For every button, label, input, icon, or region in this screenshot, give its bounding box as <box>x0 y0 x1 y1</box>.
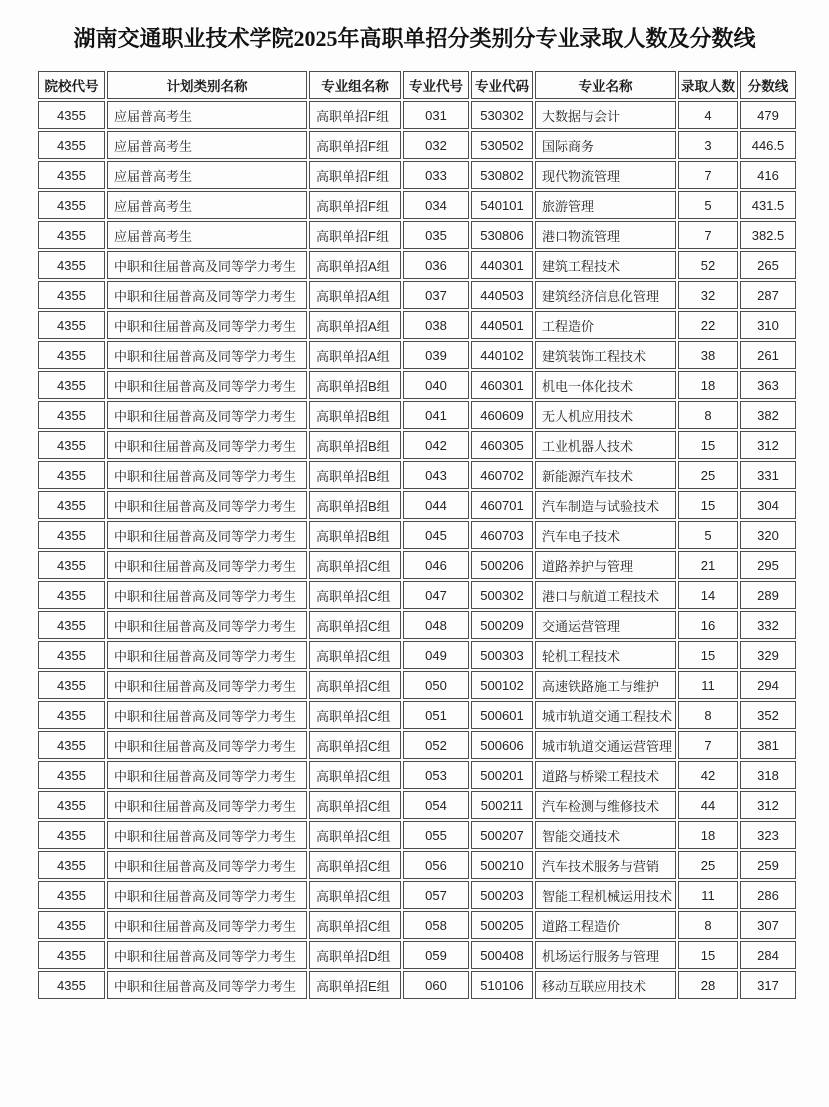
table-cell: 建筑经济信息化管理 <box>535 281 676 309</box>
table-cell: 046 <box>403 551 469 579</box>
table-cell: 460301 <box>471 371 533 399</box>
table-cell: 11 <box>678 671 738 699</box>
table-cell: 14 <box>678 581 738 609</box>
table-cell: 中职和往届普高及同等学力考生 <box>107 971 307 999</box>
table-row <box>38 461 796 489</box>
table-cell: 现代物流管理 <box>535 161 676 189</box>
table-cell: 053 <box>403 761 469 789</box>
table-cell: 038 <box>403 311 469 339</box>
table-cell: 无人机应用技术 <box>535 401 676 429</box>
table-cell: 中职和往届普高及同等学力考生 <box>107 671 307 699</box>
table-cell: 530302 <box>471 101 533 129</box>
table-cell: 港口物流管理 <box>535 221 676 249</box>
table-cell: 工程造价 <box>535 311 676 339</box>
column-header: 计划类别名称 <box>107 71 307 99</box>
table-cell: 460305 <box>471 431 533 459</box>
table-cell: 应届普高考生 <box>107 101 307 129</box>
table-cell: 4355 <box>38 551 105 579</box>
table-row <box>38 941 796 969</box>
column-header: 专业组名称 <box>309 71 401 99</box>
table-cell: 332 <box>740 611 796 639</box>
table-cell: 旅游管理 <box>535 191 676 219</box>
table-cell: 高职单招C组 <box>309 671 401 699</box>
table-cell: 中职和往届普高及同等学力考生 <box>107 731 307 759</box>
table-cell: 15 <box>678 641 738 669</box>
table-cell: 033 <box>403 161 469 189</box>
table-cell: 18 <box>678 821 738 849</box>
table-cell: 中职和往届普高及同等学力考生 <box>107 941 307 969</box>
table-cell: 高职单招B组 <box>309 401 401 429</box>
table-row <box>38 341 796 369</box>
table-cell: 15 <box>678 431 738 459</box>
table-cell: 041 <box>403 401 469 429</box>
table-cell: 7 <box>678 161 738 189</box>
table-cell: 460703 <box>471 521 533 549</box>
table-cell: 高职单招D组 <box>309 941 401 969</box>
table-cell: 058 <box>403 911 469 939</box>
table-row <box>38 761 796 789</box>
table-cell: 高职单招C组 <box>309 881 401 909</box>
table-cell: 应届普高考生 <box>107 221 307 249</box>
table-cell: 331 <box>740 461 796 489</box>
table-cell: 智能交通技术 <box>535 821 676 849</box>
table-cell: 道路工程造价 <box>535 911 676 939</box>
table-row <box>38 701 796 729</box>
table-cell: 高职单招C组 <box>309 821 401 849</box>
table-header <box>38 71 796 99</box>
table-row <box>38 971 796 999</box>
table-cell: 汽车电子技术 <box>535 521 676 549</box>
table-cell: 高职单招C组 <box>309 551 401 579</box>
table-cell: 4355 <box>38 881 105 909</box>
table-cell: 320 <box>740 521 796 549</box>
table-cell: 18 <box>678 371 738 399</box>
table-cell: 440503 <box>471 281 533 309</box>
table-cell: 032 <box>403 131 469 159</box>
table-cell: 286 <box>740 881 796 909</box>
table-cell: 500408 <box>471 941 533 969</box>
table-cell: 高职单招F组 <box>309 161 401 189</box>
table-row <box>38 581 796 609</box>
table-row <box>38 491 796 519</box>
table-cell: 287 <box>740 281 796 309</box>
table-cell: 高职单招A组 <box>309 251 401 279</box>
table-cell: 8 <box>678 701 738 729</box>
table-cell: 060 <box>403 971 469 999</box>
table-row <box>38 611 796 639</box>
table-cell: 460702 <box>471 461 533 489</box>
table-cell: 382 <box>740 401 796 429</box>
table-cell: 4355 <box>38 191 105 219</box>
table-cell: 22 <box>678 311 738 339</box>
table-cell: 261 <box>740 341 796 369</box>
table-cell: 446.5 <box>740 131 796 159</box>
table-cell: 中职和往届普高及同等学力考生 <box>107 641 307 669</box>
table-cell: 500303 <box>471 641 533 669</box>
table-cell: 38 <box>678 341 738 369</box>
table-cell: 294 <box>740 671 796 699</box>
table-cell: 4355 <box>38 851 105 879</box>
table-cell: 500606 <box>471 731 533 759</box>
table-row <box>38 191 796 219</box>
table-cell: 039 <box>403 341 469 369</box>
table-cell: 530502 <box>471 131 533 159</box>
table-cell: 高职单招E组 <box>309 971 401 999</box>
table-cell: 高职单招A组 <box>309 281 401 309</box>
table-cell: 3 <box>678 131 738 159</box>
table-cell: 312 <box>740 431 796 459</box>
table-cell: 港口与航道工程技术 <box>535 581 676 609</box>
table-cell: 15 <box>678 941 738 969</box>
table-cell: 4355 <box>38 491 105 519</box>
table-cell: 汽车制造与试验技术 <box>535 491 676 519</box>
table-cell: 054 <box>403 791 469 819</box>
table-cell: 4355 <box>38 671 105 699</box>
table-cell: 城市轨道交通运营管理 <box>535 731 676 759</box>
table-cell: 高职单招A组 <box>309 311 401 339</box>
table-cell: 高职单招A组 <box>309 341 401 369</box>
table-cell: 智能工程机械运用技术 <box>535 881 676 909</box>
table-cell: 044 <box>403 491 469 519</box>
table-cell: 284 <box>740 941 796 969</box>
table-cell: 中职和往届普高及同等学力考生 <box>107 401 307 429</box>
table-cell: 高职单招B组 <box>309 371 401 399</box>
table-row <box>38 731 796 759</box>
table-cell: 高职单招C组 <box>309 851 401 879</box>
column-header: 专业代号 <box>403 71 469 99</box>
table-cell: 移动互联应用技术 <box>535 971 676 999</box>
table-cell: 4355 <box>38 341 105 369</box>
table-cell: 4355 <box>38 641 105 669</box>
table-cell: 500211 <box>471 791 533 819</box>
table-cell: 416 <box>740 161 796 189</box>
table-cell: 295 <box>740 551 796 579</box>
table-row <box>38 251 796 279</box>
table-cell: 057 <box>403 881 469 909</box>
table-cell: 056 <box>403 851 469 879</box>
table-cell: 高职单招C组 <box>309 611 401 639</box>
table-cell: 国际商务 <box>535 131 676 159</box>
table-cell: 045 <box>403 521 469 549</box>
admissions-table <box>36 69 798 1001</box>
table-cell: 363 <box>740 371 796 399</box>
table-cell: 8 <box>678 911 738 939</box>
table-cell: 4355 <box>38 581 105 609</box>
column-header: 院校代号 <box>38 71 105 99</box>
table-cell: 4355 <box>38 221 105 249</box>
table-cell: 城市轨道交通工程技术 <box>535 701 676 729</box>
table-cell: 510106 <box>471 971 533 999</box>
table-cell: 32 <box>678 281 738 309</box>
table-cell: 500209 <box>471 611 533 639</box>
table-cell: 高速铁路施工与维护 <box>535 671 676 699</box>
table-cell: 460609 <box>471 401 533 429</box>
table-cell: 工业机器人技术 <box>535 431 676 459</box>
table-cell: 4355 <box>38 431 105 459</box>
table-cell: 4 <box>678 101 738 129</box>
table-cell: 4355 <box>38 371 105 399</box>
table-cell: 289 <box>740 581 796 609</box>
table-cell: 042 <box>403 431 469 459</box>
table-cell: 431.5 <box>740 191 796 219</box>
table-cell: 中职和往届普高及同等学力考生 <box>107 821 307 849</box>
table-cell: 329 <box>740 641 796 669</box>
table-cell: 479 <box>740 101 796 129</box>
table-cell: 310 <box>740 311 796 339</box>
table-cell: 043 <box>403 461 469 489</box>
table-cell: 高职单招F组 <box>309 221 401 249</box>
table-cell: 048 <box>403 611 469 639</box>
table-cell: 轮机工程技术 <box>535 641 676 669</box>
table-cell: 4355 <box>38 161 105 189</box>
table-cell: 059 <box>403 941 469 969</box>
table-cell: 036 <box>403 251 469 279</box>
table-row <box>38 521 796 549</box>
table-cell: 051 <box>403 701 469 729</box>
table-cell: 中职和往届普高及同等学力考生 <box>107 431 307 459</box>
table-cell: 440102 <box>471 341 533 369</box>
column-header: 分数线 <box>740 71 796 99</box>
table-cell: 4355 <box>38 131 105 159</box>
table-cell: 高职单招F组 <box>309 131 401 159</box>
table-cell: 中职和往届普高及同等学力考生 <box>107 611 307 639</box>
table-cell: 304 <box>740 491 796 519</box>
table-cell: 应届普高考生 <box>107 161 307 189</box>
table-cell: 500302 <box>471 581 533 609</box>
table-cell: 15 <box>678 491 738 519</box>
table-cell: 040 <box>403 371 469 399</box>
table-cell: 259 <box>740 851 796 879</box>
table-cell: 中职和往届普高及同等学力考生 <box>107 281 307 309</box>
table-cell: 4355 <box>38 521 105 549</box>
table-cell: 高职单招C组 <box>309 581 401 609</box>
table-cell: 应届普高考生 <box>107 191 307 219</box>
table-cell: 440301 <box>471 251 533 279</box>
table-cell: 352 <box>740 701 796 729</box>
table-cell: 500601 <box>471 701 533 729</box>
table-cell: 建筑工程技术 <box>535 251 676 279</box>
table-cell: 中职和往届普高及同等学力考生 <box>107 251 307 279</box>
table-cell: 新能源汽车技术 <box>535 461 676 489</box>
table-cell: 高职单招B组 <box>309 491 401 519</box>
table-row <box>38 791 796 819</box>
table-cell: 25 <box>678 851 738 879</box>
table-cell: 7 <box>678 731 738 759</box>
table-cell: 530802 <box>471 161 533 189</box>
table-cell: 28 <box>678 971 738 999</box>
table-row <box>38 401 796 429</box>
table-cell: 交通运营管理 <box>535 611 676 639</box>
table-cell: 5 <box>678 521 738 549</box>
table-cell: 中职和往届普高及同等学力考生 <box>107 761 307 789</box>
table-cell: 500205 <box>471 911 533 939</box>
table-cell: 汽车检测与维修技术 <box>535 791 676 819</box>
table-row <box>38 671 796 699</box>
table-cell: 机场运行服务与管理 <box>535 941 676 969</box>
table-cell: 500203 <box>471 881 533 909</box>
table-cell: 大数据与会计 <box>535 101 676 129</box>
table-row <box>38 851 796 879</box>
table-cell: 052 <box>403 731 469 759</box>
column-header: 专业名称 <box>535 71 676 99</box>
table-cell: 中职和往届普高及同等学力考生 <box>107 491 307 519</box>
column-header: 录取人数 <box>678 71 738 99</box>
table-body <box>38 101 796 999</box>
table-cell: 机电一体化技术 <box>535 371 676 399</box>
table-cell: 中职和往届普高及同等学力考生 <box>107 911 307 939</box>
table-cell: 42 <box>678 761 738 789</box>
table-cell: 8 <box>678 401 738 429</box>
table-row <box>38 281 796 309</box>
page-title: 湖南交通职业技术学院2025年高职单招分类别分专业录取人数及分数线 <box>73 26 756 51</box>
table-cell: 高职单招F组 <box>309 191 401 219</box>
table-cell: 高职单招C组 <box>309 761 401 789</box>
table-cell: 4355 <box>38 971 105 999</box>
table-cell: 中职和往届普高及同等学力考生 <box>107 461 307 489</box>
table-cell: 中职和往届普高及同等学力考生 <box>107 371 307 399</box>
table-row <box>38 881 796 909</box>
table-cell: 4355 <box>38 311 105 339</box>
table-cell: 440501 <box>471 311 533 339</box>
table-cell: 031 <box>403 101 469 129</box>
table-row <box>38 911 796 939</box>
table-cell: 4355 <box>38 761 105 789</box>
table-cell: 高职单招C组 <box>309 701 401 729</box>
table-cell: 307 <box>740 911 796 939</box>
table-cell: 323 <box>740 821 796 849</box>
table-cell: 中职和往届普高及同等学力考生 <box>107 881 307 909</box>
table-cell: 540101 <box>471 191 533 219</box>
table-cell: 037 <box>403 281 469 309</box>
table-cell: 4355 <box>38 941 105 969</box>
table-cell: 5 <box>678 191 738 219</box>
table-cell: 530806 <box>471 221 533 249</box>
table-cell: 中职和往届普高及同等学力考生 <box>107 341 307 369</box>
table-cell: 中职和往届普高及同等学力考生 <box>107 551 307 579</box>
table-cell: 055 <box>403 821 469 849</box>
table-cell: 4355 <box>38 791 105 819</box>
table-cell: 高职单招B组 <box>309 431 401 459</box>
column-header: 专业代码 <box>471 71 533 99</box>
table-row <box>38 431 796 459</box>
table-row <box>38 551 796 579</box>
table-cell: 高职单招B组 <box>309 521 401 549</box>
table-cell: 52 <box>678 251 738 279</box>
table-row <box>38 161 796 189</box>
table-cell: 500206 <box>471 551 533 579</box>
table-cell: 建筑装饰工程技术 <box>535 341 676 369</box>
table-cell: 4355 <box>38 281 105 309</box>
table-cell: 460701 <box>471 491 533 519</box>
table-cell: 500201 <box>471 761 533 789</box>
table-cell: 高职单招C组 <box>309 911 401 939</box>
table-cell: 382.5 <box>740 221 796 249</box>
table-cell: 4355 <box>38 101 105 129</box>
table-cell: 4355 <box>38 401 105 429</box>
table-cell: 4355 <box>38 821 105 849</box>
table-cell: 汽车技术服务与营销 <box>535 851 676 879</box>
table-cell: 中职和往届普高及同等学力考生 <box>107 701 307 729</box>
table-cell: 265 <box>740 251 796 279</box>
table-row <box>38 311 796 339</box>
table-cell: 318 <box>740 761 796 789</box>
table-cell: 中职和往届普高及同等学力考生 <box>107 851 307 879</box>
table-cell: 道路养护与管理 <box>535 551 676 579</box>
table-cell: 4355 <box>38 701 105 729</box>
table-cell: 16 <box>678 611 738 639</box>
table-cell: 21 <box>678 551 738 579</box>
table-cell: 381 <box>740 731 796 759</box>
table-cell: 500210 <box>471 851 533 879</box>
table-cell: 高职单招C组 <box>309 731 401 759</box>
table-cell: 049 <box>403 641 469 669</box>
table-cell: 道路与桥梁工程技术 <box>535 761 676 789</box>
table-cell: 4355 <box>38 611 105 639</box>
table-cell: 高职单招C组 <box>309 641 401 669</box>
table-cell: 高职单招F组 <box>309 101 401 129</box>
table-cell: 中职和往届普高及同等学力考生 <box>107 311 307 339</box>
table-cell: 中职和往届普高及同等学力考生 <box>107 521 307 549</box>
table-cell: 4355 <box>38 251 105 279</box>
table-cell: 035 <box>403 221 469 249</box>
table-row <box>38 641 796 669</box>
table-cell: 047 <box>403 581 469 609</box>
table-cell: 7 <box>678 221 738 249</box>
table-cell: 312 <box>740 791 796 819</box>
table-cell: 500102 <box>471 671 533 699</box>
table-cell: 中职和往届普高及同等学力考生 <box>107 581 307 609</box>
table-row <box>38 221 796 249</box>
table-row <box>38 821 796 849</box>
table-row <box>38 101 796 129</box>
table-cell: 4355 <box>38 911 105 939</box>
table-cell: 4355 <box>38 731 105 759</box>
table-cell: 050 <box>403 671 469 699</box>
header-row <box>38 71 796 99</box>
table-cell: 中职和往届普高及同等学力考生 <box>107 791 307 819</box>
table-cell: 高职单招C组 <box>309 791 401 819</box>
table-row <box>38 371 796 399</box>
table-row <box>38 131 796 159</box>
table-cell: 317 <box>740 971 796 999</box>
table-cell: 应届普高考生 <box>107 131 307 159</box>
table-cell: 25 <box>678 461 738 489</box>
table-cell: 44 <box>678 791 738 819</box>
table-cell: 4355 <box>38 461 105 489</box>
table-cell: 高职单招B组 <box>309 461 401 489</box>
table-cell: 034 <box>403 191 469 219</box>
table-cell: 11 <box>678 881 738 909</box>
table-cell: 500207 <box>471 821 533 849</box>
